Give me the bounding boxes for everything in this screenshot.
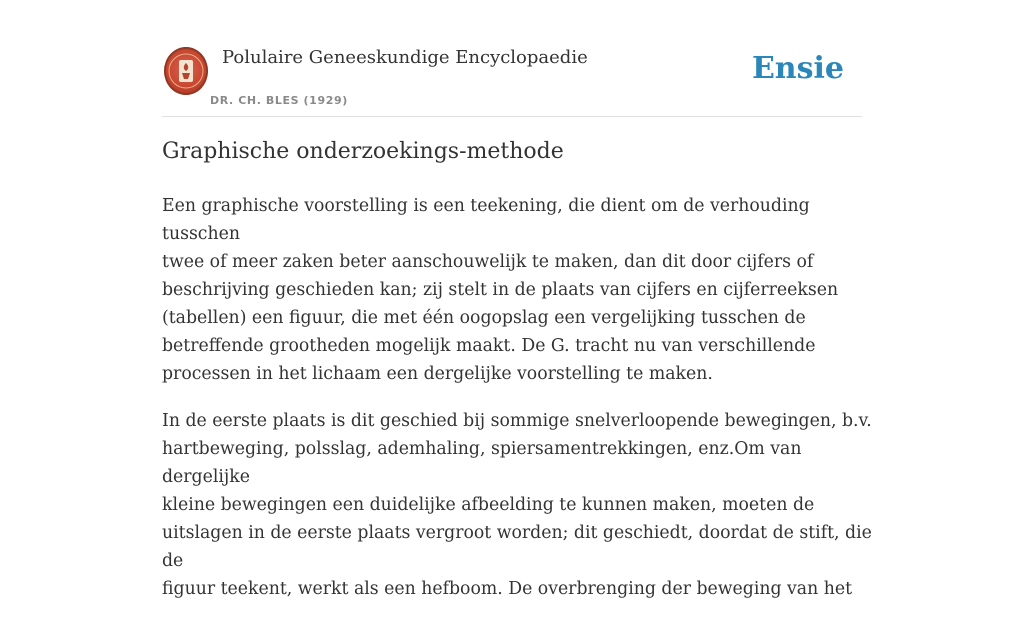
cover-emblem [164,47,208,95]
book-author: DR. CH. BLES (1929) [210,94,348,107]
ensie-logo-link[interactable]: Ensie [751,51,844,86]
entry-title: Graphische onderzoekings-methode [162,139,564,164]
entry-body [162,192,874,622]
book-header [162,40,862,117]
entry-paragraph: Een graphische voorstelling is een teekening, die dient om de verhouding tusschen twee of meer zaken beter aanschouwelijk te maken, dan dit door cijfers of beschrijving geschieden kan; zij stelt in de plaats van cijfers en cijferreeksen (tabellen) een figuur, die met één oogopslag een vergelijking tusschen de betreffende grootheden mogelijk maakt. De G. tracht nu van verschillende processen in het lichaam een dergelijke voorstelling te maken. [162,196,839,384]
book-cover-icon[interactable] [164,47,208,95]
entry-paragraph: In de eerste plaats is dit geschied bij sommige snelverloopende bewegingen, b.v. hartbeweging, polsslag, ademhaling, spiersamentrekkingen, enz.Om van dergelijke kleine bewegingen een duidelijke afbeelding te kunnen maken, moeten de uitslagen in de eerste plaats vergroot worden; dit geschiedt, doordat de stift, die de figuur teekent, werkt als een hefboom. De overbrenging der beweging van het [162,411,872,599]
book-title[interactable]: Polulaire Geneeskundige Encyclopaedie [222,47,588,68]
